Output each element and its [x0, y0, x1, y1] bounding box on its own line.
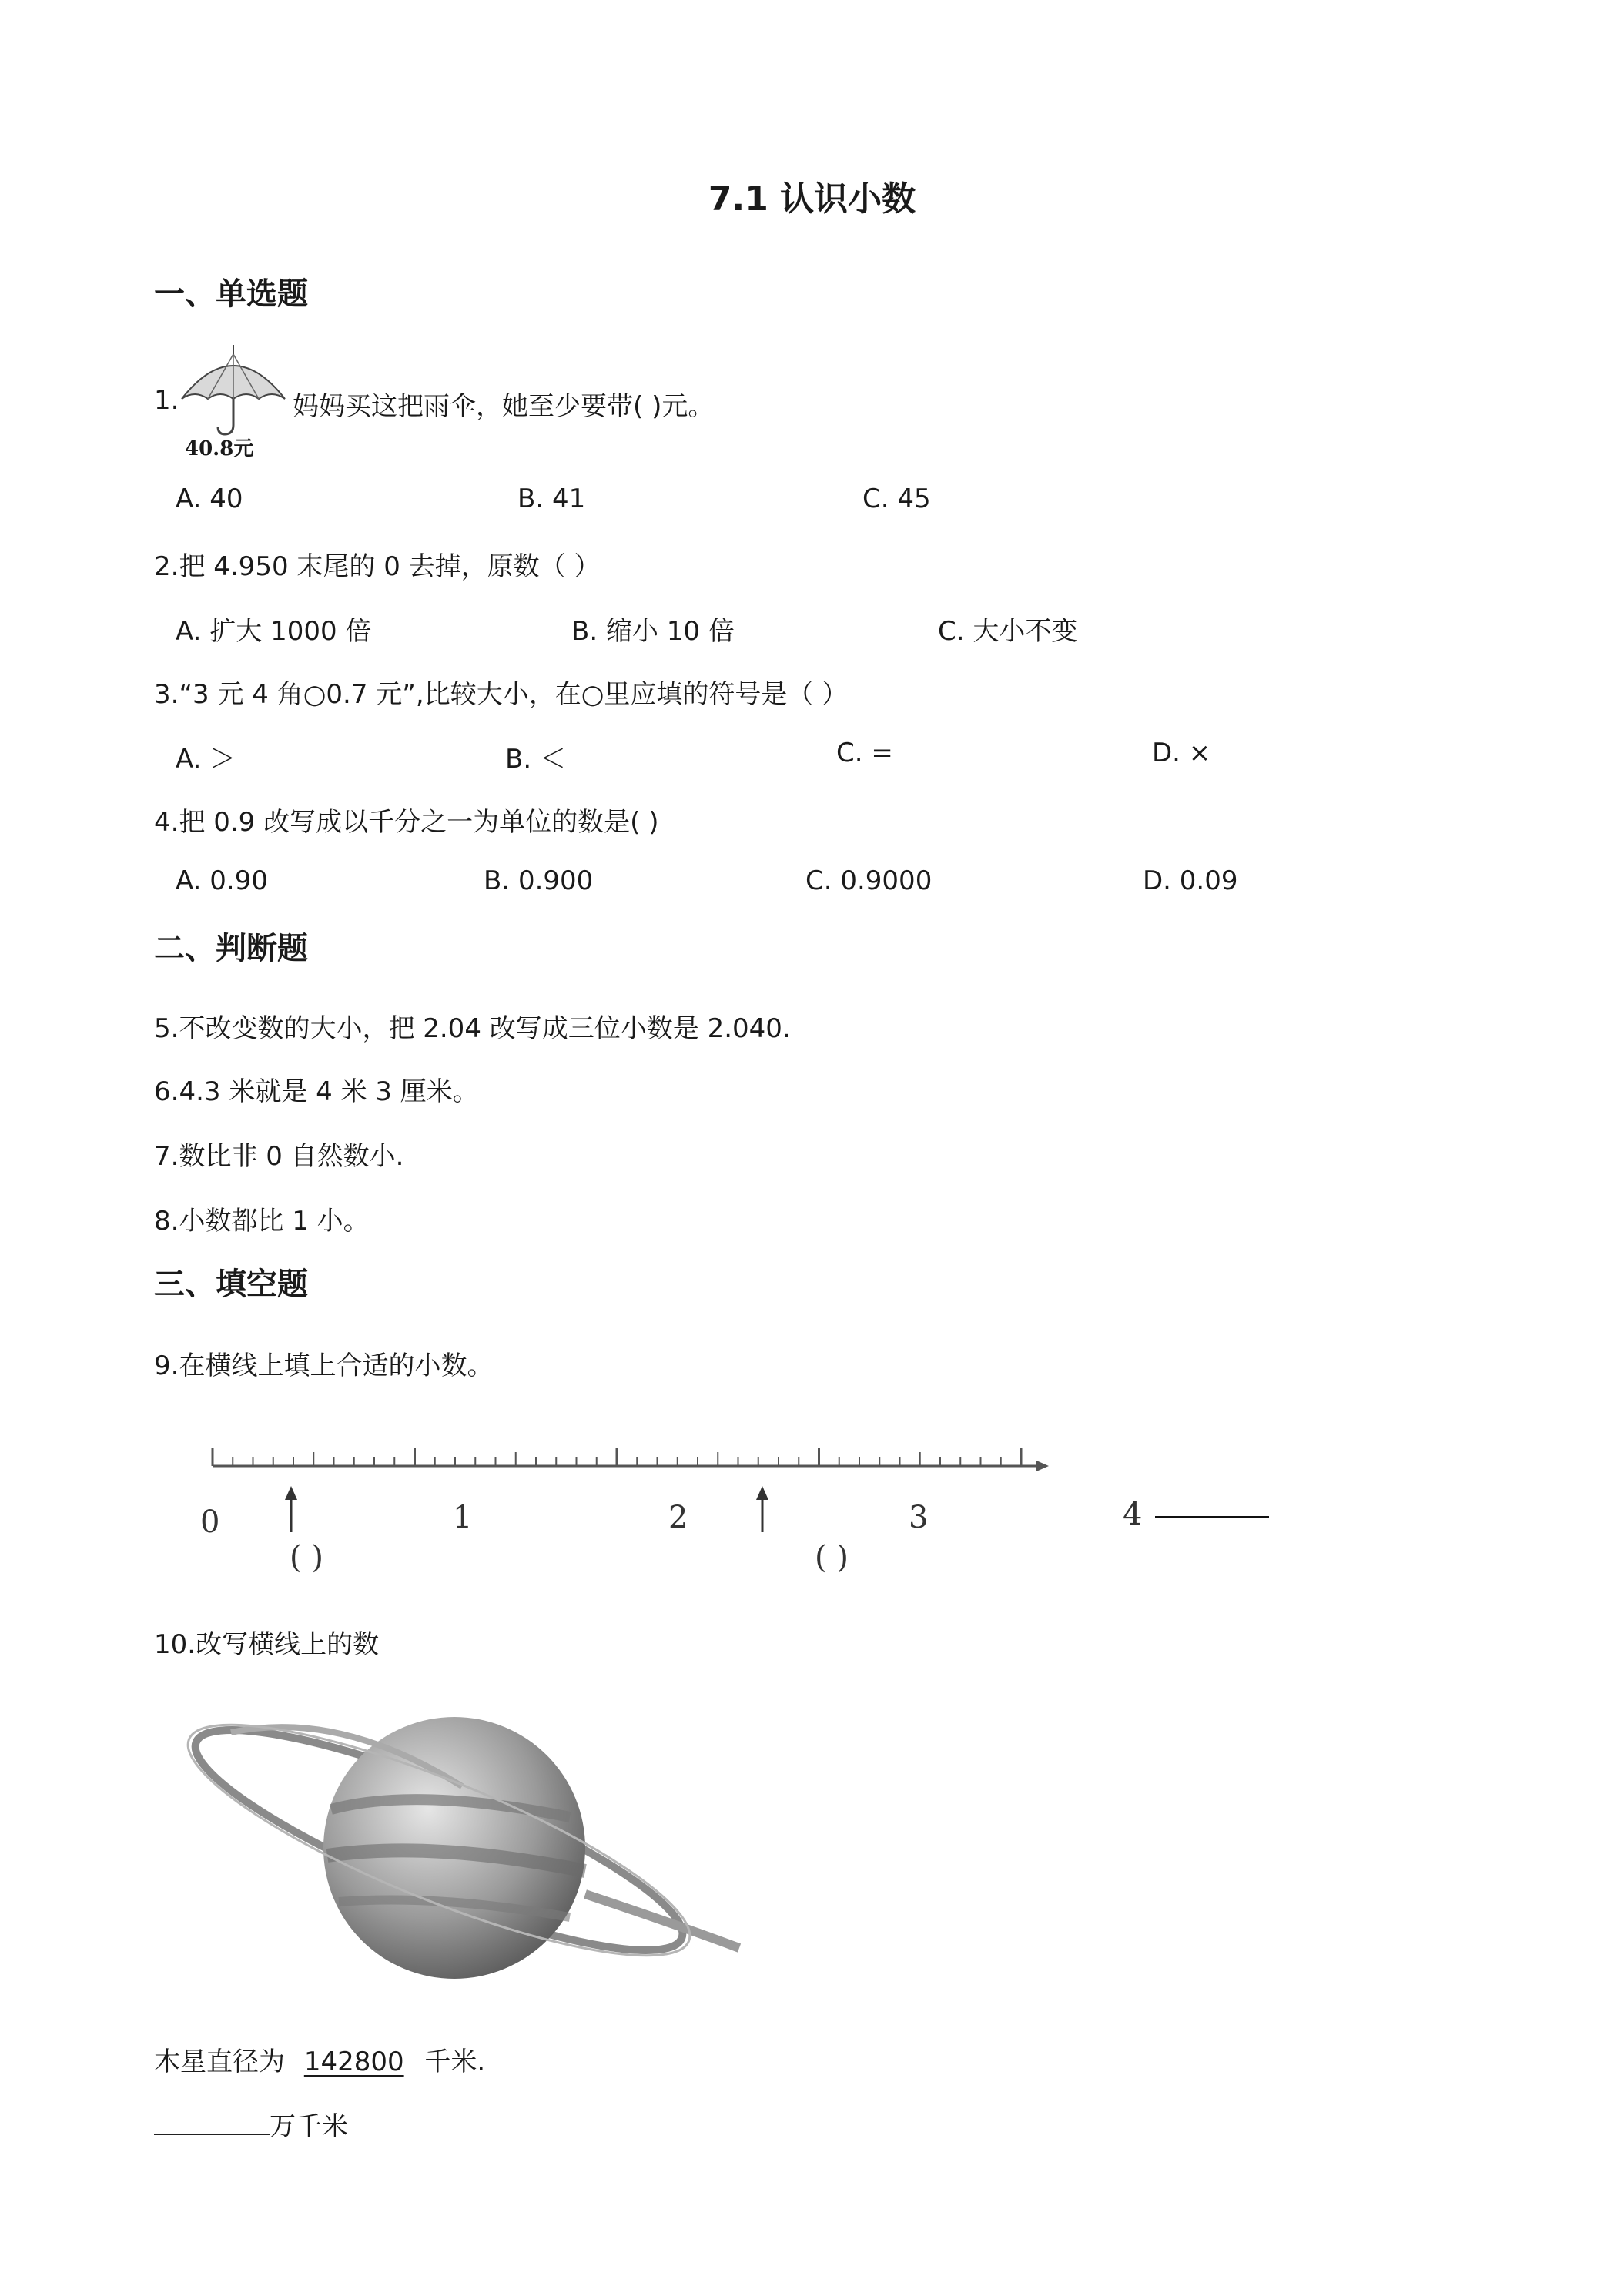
number-line-label-2: 2 — [668, 1500, 688, 1535]
page-title: 7.1 认识小数 — [708, 179, 916, 219]
q4-option-c[interactable]: C. 0.9000 — [805, 865, 933, 896]
up-arrow-left-icon — [285, 1486, 297, 1532]
number-line-label-1: 1 — [453, 1500, 473, 1535]
question-4-text: 4.把 0.9 改写成以千分之一为单位的数是( ) — [154, 807, 659, 838]
q1-option-a[interactable]: A. 40 — [176, 484, 243, 514]
umbrella-image — [176, 339, 291, 460]
q4-option-a[interactable]: A. 0.90 — [176, 865, 268, 896]
number-line-label-0: 0 — [200, 1504, 220, 1540]
section-heading-fill-blank: 三、填空题 — [154, 1267, 308, 1302]
question-6-text: 6.4.3 米就是 4 米 3 厘米。 — [154, 1076, 479, 1107]
question-8-text: 8.小数都比 1 小。 — [154, 1206, 370, 1237]
q10-answer-row — [154, 2105, 348, 2143]
q3-option-a[interactable]: A. ＞ — [176, 744, 236, 775]
question-5-text: 5.不改变数的大小，把 2.04 改写成三位小数是 2.040. — [154, 1013, 791, 1044]
q4-option-d[interactable]: D. 0.09 — [1143, 865, 1238, 896]
question-1-text: 妈妈买这把雨伞，她至少要带( )元。 — [293, 391, 715, 422]
question-1-number: 1. — [154, 385, 179, 416]
q4-option-b[interactable]: B. 0.900 — [484, 865, 594, 896]
answer-paren-left: ( ) — [290, 1540, 323, 1575]
number-line-ticks — [213, 1448, 1021, 1466]
up-arrow-right-icon — [756, 1486, 768, 1532]
q3-option-b[interactable]: B. ＜ — [505, 744, 566, 775]
question-9-text: 9.在横线上填上合适的小数。 — [154, 1350, 494, 1381]
answer-paren-right: ( ) — [815, 1540, 849, 1575]
number-line-label-4: 4 — [1123, 1497, 1143, 1532]
q1-option-b[interactable]: B. 41 — [517, 484, 586, 514]
answer-unit: 万千米 — [270, 2111, 348, 2142]
jupiter-sentence-prefix: 木星直径为 — [154, 2047, 285, 2077]
section-heading-single-choice: 一、单选题 — [154, 276, 308, 312]
number-line — [0, 1424, 1624, 1578]
umbrella-price-label: 40.8元 — [185, 437, 254, 460]
q2-option-a[interactable]: A. 扩大 1000 倍 — [176, 616, 372, 647]
q2-option-b[interactable]: B. 缩小 10 倍 — [571, 616, 735, 647]
q3-option-c[interactable]: C. = — [836, 738, 893, 768]
number-line-arrowhead — [1036, 1461, 1049, 1471]
planet-icon — [185, 1694, 770, 2002]
q2-option-c[interactable]: C. 大小不变 — [938, 616, 1078, 647]
answer-blank[interactable] — [154, 2107, 270, 2135]
question-10-text: 10.改写横线上的数 — [154, 1629, 380, 1660]
question-3-text: 3.“3 元 4 角○0.7 元”,比较大小，在○里应填的符号是（ ） — [154, 679, 849, 710]
jupiter-sentence — [154, 2040, 485, 2078]
question-7-text: 7.数比非 0 自然数小. — [154, 1141, 404, 1172]
q3-option-d[interactable]: D. × — [1152, 738, 1211, 768]
q1-option-c[interactable]: C. 45 — [862, 484, 931, 514]
jupiter-sentence-suffix: 千米. — [424, 2047, 486, 2077]
question-2-text: 2.把 4.950 末尾的 0 去掉，原数（ ） — [154, 551, 601, 582]
jupiter-diameter-number: 142800 — [303, 2047, 404, 2077]
number-line-label-3: 3 — [909, 1500, 929, 1535]
section-heading-true-false: 二、判断题 — [154, 931, 308, 966]
